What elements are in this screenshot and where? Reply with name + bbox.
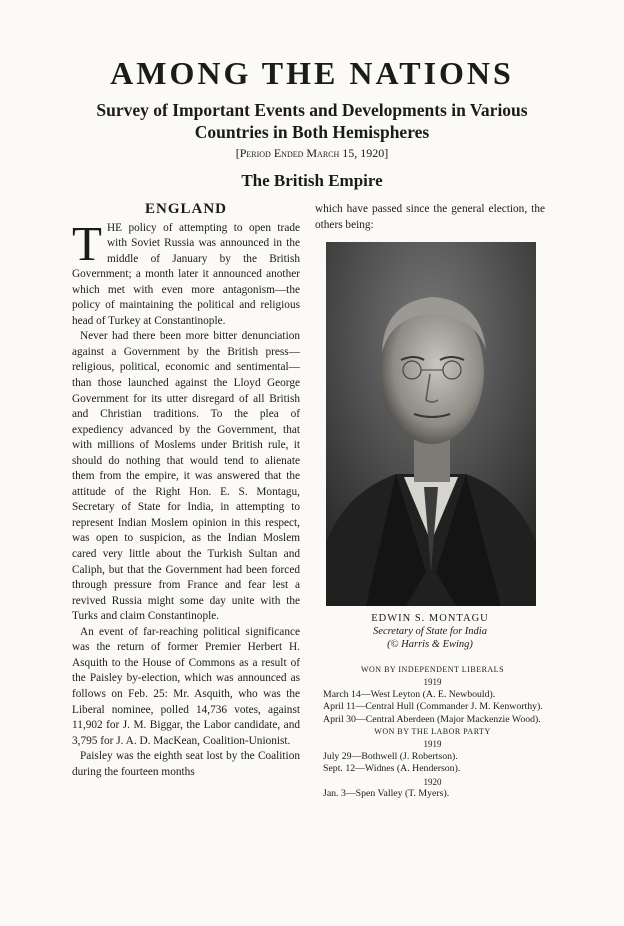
article-left-column [72,202,300,780]
list-item: Sept. 12—Widnes (A. Henderson). [323,763,461,775]
paragraph-text: HE policy of attempting to open trade with Soviet Russia was announced in the middle of January by the British Government; a month later it announced another which met with even more antagonism—the policy of maintaining the political and religious head of Turkey at Constantinople. [72,221,300,327]
article-paragraph [72,215,300,330]
article-continuation: which have passed since the general election, the others being: [315,203,545,231]
list-heading: WON BY INDEPENDENT LIBERALS [360,665,505,674]
section-heading: The British Empire [241,171,383,190]
by-election-list [315,664,550,800]
photo-caption [315,612,545,651]
list-year: 1919 [423,677,442,688]
subtitle-line-1: Survey of Important Events and Developments in Various [96,100,528,120]
caption-name: EDWIN S. MONTAGU [371,613,489,624]
portrait-illustration [326,242,536,606]
article-heading: ENGLAND [144,201,227,217]
caption-title: Secretary of State for India [373,626,487,637]
article-right-column [315,202,545,233]
list-item: March 14—West Leyton (A. E. Newbould). [323,688,496,700]
list-item: July 29—Bothwell (J. Robertson). [323,750,458,762]
list-year: 1919 [423,739,442,750]
subtitle-line-2: Countries in Both Hemispheres [194,122,430,142]
drop-cap: T [72,215,102,271]
list-item: April 11—Central Hull (Commander J. M. Kenworthy). [323,701,543,713]
list-item: Jan. 3—Spen Valley (T. Myers). [323,788,450,800]
period-note: [Period Ended March 15, 1920] [235,146,389,160]
article-paragraph: Paisley was the eighth seat lost by the Coalition during the fourteen months [72,750,300,778]
article-paragraph: An event of far-reaching political significance was the return of former Premier Herbert H. Asquith to the House of Commons as a result of the Paisley by-election, which was announced as follows on Feb. 25: Mr. Asquith, who was the Liberal nominee, polled 14,736 votes, against 11,902 for J. M. Biggar, the Labor candidate, and 3,795 for J. A. D. MacKean, Coalition-Unionist. [72,625,300,747]
subtitle [0,99,624,143]
list-heading: WON BY THE LABOR PARTY [374,727,491,737]
list-item: April 30—Central Aberdeen (Major Mackenzie Wood). [323,713,541,725]
page-title: AMONG THE NATIONS [110,55,514,91]
list-year: 1920 [423,776,442,787]
article-paragraph: Never had there been more bitter denunciation against a Government by the British press—religious, political, economic and sentimental—than those launched against the Lloyd George Government for its utter disregard of all British and Christian traditions. To the plea of expediency advanced by the Government, that with millions of Moslems under British rule, it should do nothing that would tend to alienate them from the empire, it was answered that the attitude of the Right Hon. E. S. Montagu, Secretary of State for India, in attempting to represent Indian Moslem opinion in this respect, was open to suspicion, as the Indian Moslem cared very little about the Turkish Sultan and Caliph, but that the Government had been forced through pressure from France and fear lest a revived Russia might some day unite with the Turks and claim Constantinople. [72,330,300,623]
portrait-photo [326,242,536,606]
caption-credit: (© Harris & Ewing) [387,639,473,650]
